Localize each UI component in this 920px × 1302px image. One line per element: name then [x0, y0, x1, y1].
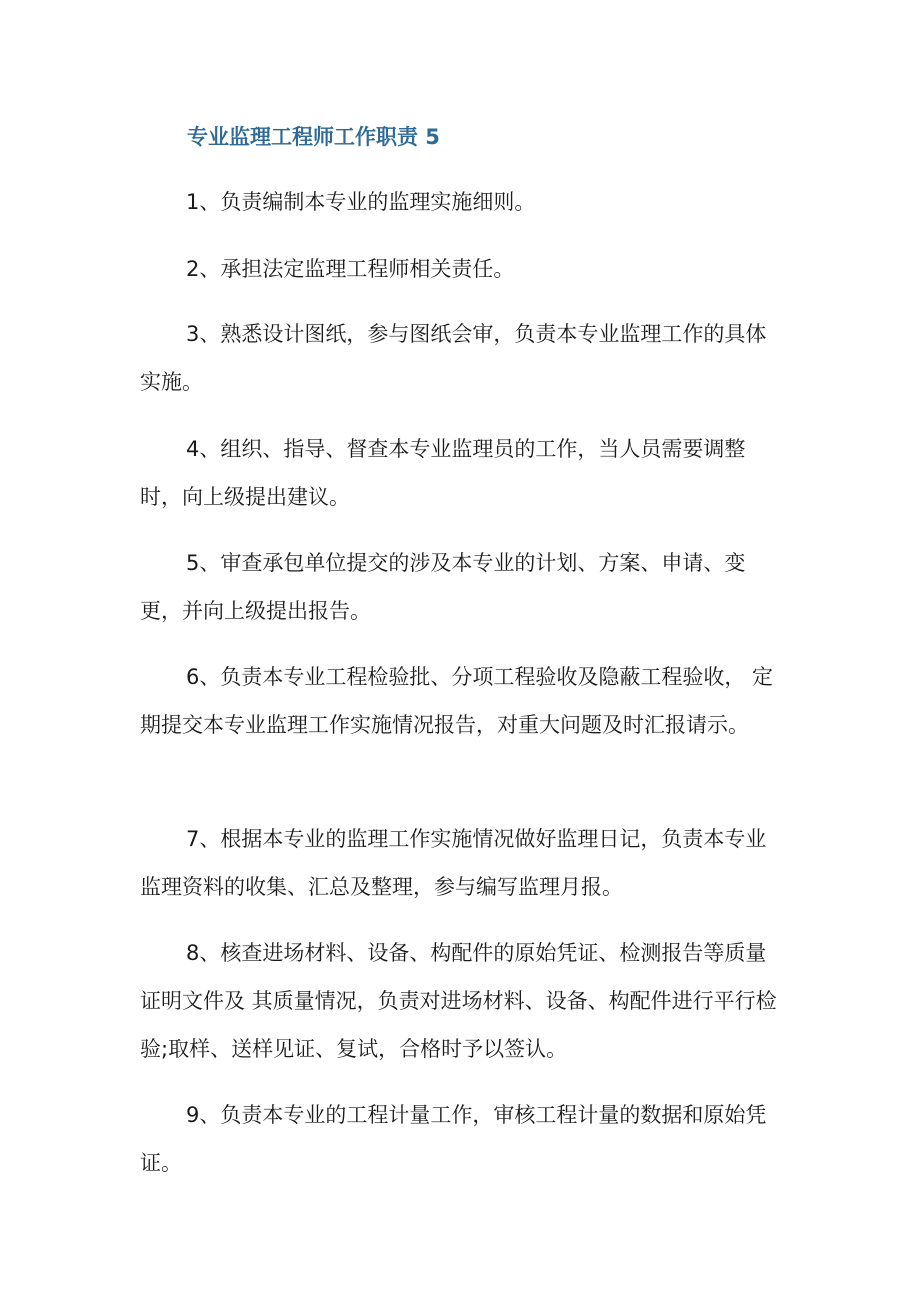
duty-item-3: 3、熟悉设计图纸，参与图纸会审，负责本专业监理工作的具体实施。	[140, 322, 767, 394]
duty-item-2: 2、承担法定监理工程师相关责任。	[186, 257, 515, 281]
duty-item-1: 1、负责编制本专业的监理实施细则。	[186, 190, 536, 214]
duty-item-6: 6、负责本专业工程检验批、分项工程验收及隐蔽工程验收， 定期提交本专业监理工作实施情况报告，对重大问题及时汇报请示。	[140, 665, 774, 737]
duty-item-4: 4、组织、指导、督查本专业监理员的工作，当人员需要调整时，向上级提出建议。	[140, 437, 746, 509]
document-title: 专业监理工程师工作职责 5	[187, 125, 440, 149]
duty-item-9: 9、负责本专业的工程计量工作，审核工程计量的数据和原始凭证。	[140, 1103, 767, 1175]
duty-item-5: 5、审查承包单位提交的涉及本专业的计划、方案、申请、变更，并向上级提出报告。	[140, 551, 746, 623]
duty-item-7: 7、根据本专业的监理工作实施情况做好监理日记，负责本专业监理资料的收集、汇总及整理，参与编写监理月报。	[140, 827, 767, 899]
duty-item-8: 8、核查进场材料、设备、构配件的原始凭证、检测报告等质量证明文件及 其质量情况，负责对进场材料、设备、构配件进行平行检验;取样、送样见证、复试，合格时予以签认。	[140, 941, 777, 1061]
